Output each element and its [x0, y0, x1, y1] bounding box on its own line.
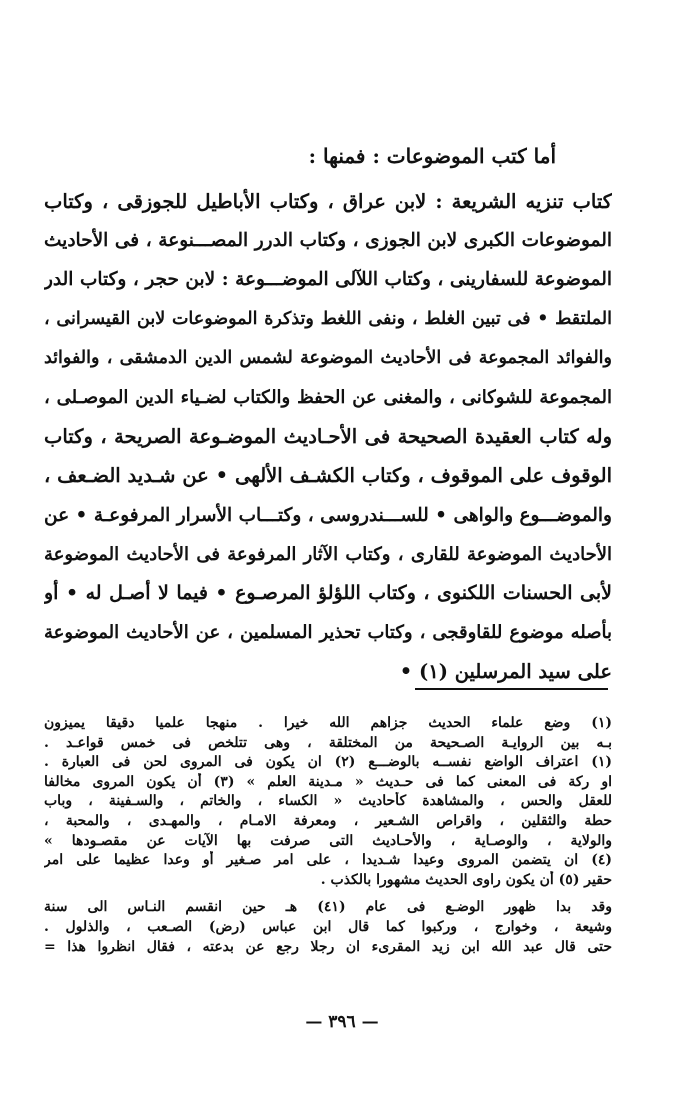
footnote-separator: [415, 688, 608, 690]
text-line: الأحاديث الموضوعة للقارى ، وكتاب الآثار المرفوعة فى الأحاديث الموضوعة: [44, 543, 612, 565]
text-line: والفوائد المجموعة فى الأحاديث الموضوعة لشمس الدين الدمشقى ، والفوائد: [44, 347, 612, 368]
footnote-line: للعقل والحس ، والمشاهدة كأحاديث « الكساء ، والخاتم ، والسـفينة ، وباب: [44, 793, 612, 810]
footnote-line: حتى قال عبد الله ابن زيد المقرىء ان رجلا رجع عن بدعته ، فقال انظروا هذا =: [44, 938, 612, 955]
footnote-line: (١) وضع علماء الحديث جزاهم الله خيرا . منهجا علميا دقيقا يميزون: [44, 715, 612, 731]
footnote-line: (١) اعتراف الواضع نفســه بالوضـــع (٢) ان يكون فى المروى لحن فى العبارة .: [44, 754, 612, 771]
footnote-line: وشيعة ، وخوارج ، وركبوا كما قال ابن عباس (رض) الصـعب ، والذلول .: [44, 918, 612, 935]
text-line: والموضـــوع والواهى • للســـندروسى ، وكتـــاب الأسرار المرفوعـة • عن: [44, 504, 612, 526]
paragraph-gap: [44, 890, 612, 898]
text-line: وله كتاب العقيدة الصحيحة فى الأحـاديث الموضـوعة الصريحة ، وكتاب: [44, 425, 612, 449]
text-line: بأصله موضوع للقاوقجى ، وكتاب تحذير المسلمين ، عن الأحاديث الموضوعة: [44, 622, 612, 644]
section-heading: أما كتب الموضوعات : فمنها :: [308, 144, 556, 168]
text-line: الوقوف على الموقوف ، وكتاب الكشـف الألهى • عن شـديد الضـعف ،: [44, 464, 612, 488]
footnotes: [44, 714, 612, 957]
text-line: على سيد المرسلين (١) •: [399, 660, 612, 684]
text-line: الملتقط • فى تبين الغلط ، ونفى اللغط وتذكرة الموضوعات لابن القيسرانى ،: [44, 308, 612, 329]
footnote-line: حطة والثقلين ، واقراص الشـعير ، ومعرفة الامـام ، والمهـدى ، والمحبة ،: [44, 812, 612, 829]
main-text: [44, 182, 612, 691]
footnote-line: والولاية ، والوصـاية ، والأحـاديث التى صرفت بها الآيات عن مقصـودها »: [44, 832, 612, 849]
footnote-line: وقد بدا ظهور الوضـع فى عام (٤١) هـ حين انقسم النـاس الى سنة: [44, 899, 612, 916]
text-line: الموضوعة للسفارينى ، وكتاب اللآلى الموضـــوعة : لابن حجر ، وكتاب الدر: [44, 269, 612, 291]
text-line: كتاب تنزيه الشريعة : لابن عراق ، وكتاب الأباطيل للجوزقى ، وكتاب: [44, 190, 612, 213]
text-line: الموضوعات الكبرى لابن الجوزى ، وكتاب الدرر المصـــنوعة ، فى الأحاديث: [44, 230, 612, 252]
footnote-line: (٤) ان يتضمن المروى وعيدا شـديدا ، على امر صـغير أو وعدا عظيما على امر: [44, 852, 612, 869]
page-number: — ٣٩٦ —: [305, 1012, 379, 1032]
footnote-line: حقير (٥) أن يكون راوى الحديث مشهورا بالكذب .: [320, 871, 612, 888]
text-line: لأبى الحسنات اللكنوى ، وكتاب اللؤلؤ المرصـوع • فيما لا أصـل له • أو: [44, 581, 612, 604]
footnote-line: او ركة فى المعنى كما فى حـديث « مـدينة العلم » (٣) أن يكون المروى مخالفا: [44, 773, 612, 790]
text-line: المجموعة للشوكانى ، والمغنى عن الحفظ والكتاب لضـياء الدين الموصـلى ،: [44, 386, 612, 408]
footnote-line: بـه بين الروايـة الصـحيحة من المختلقة ، وهى تتلخص فى خمس قواعـد .: [44, 734, 612, 751]
